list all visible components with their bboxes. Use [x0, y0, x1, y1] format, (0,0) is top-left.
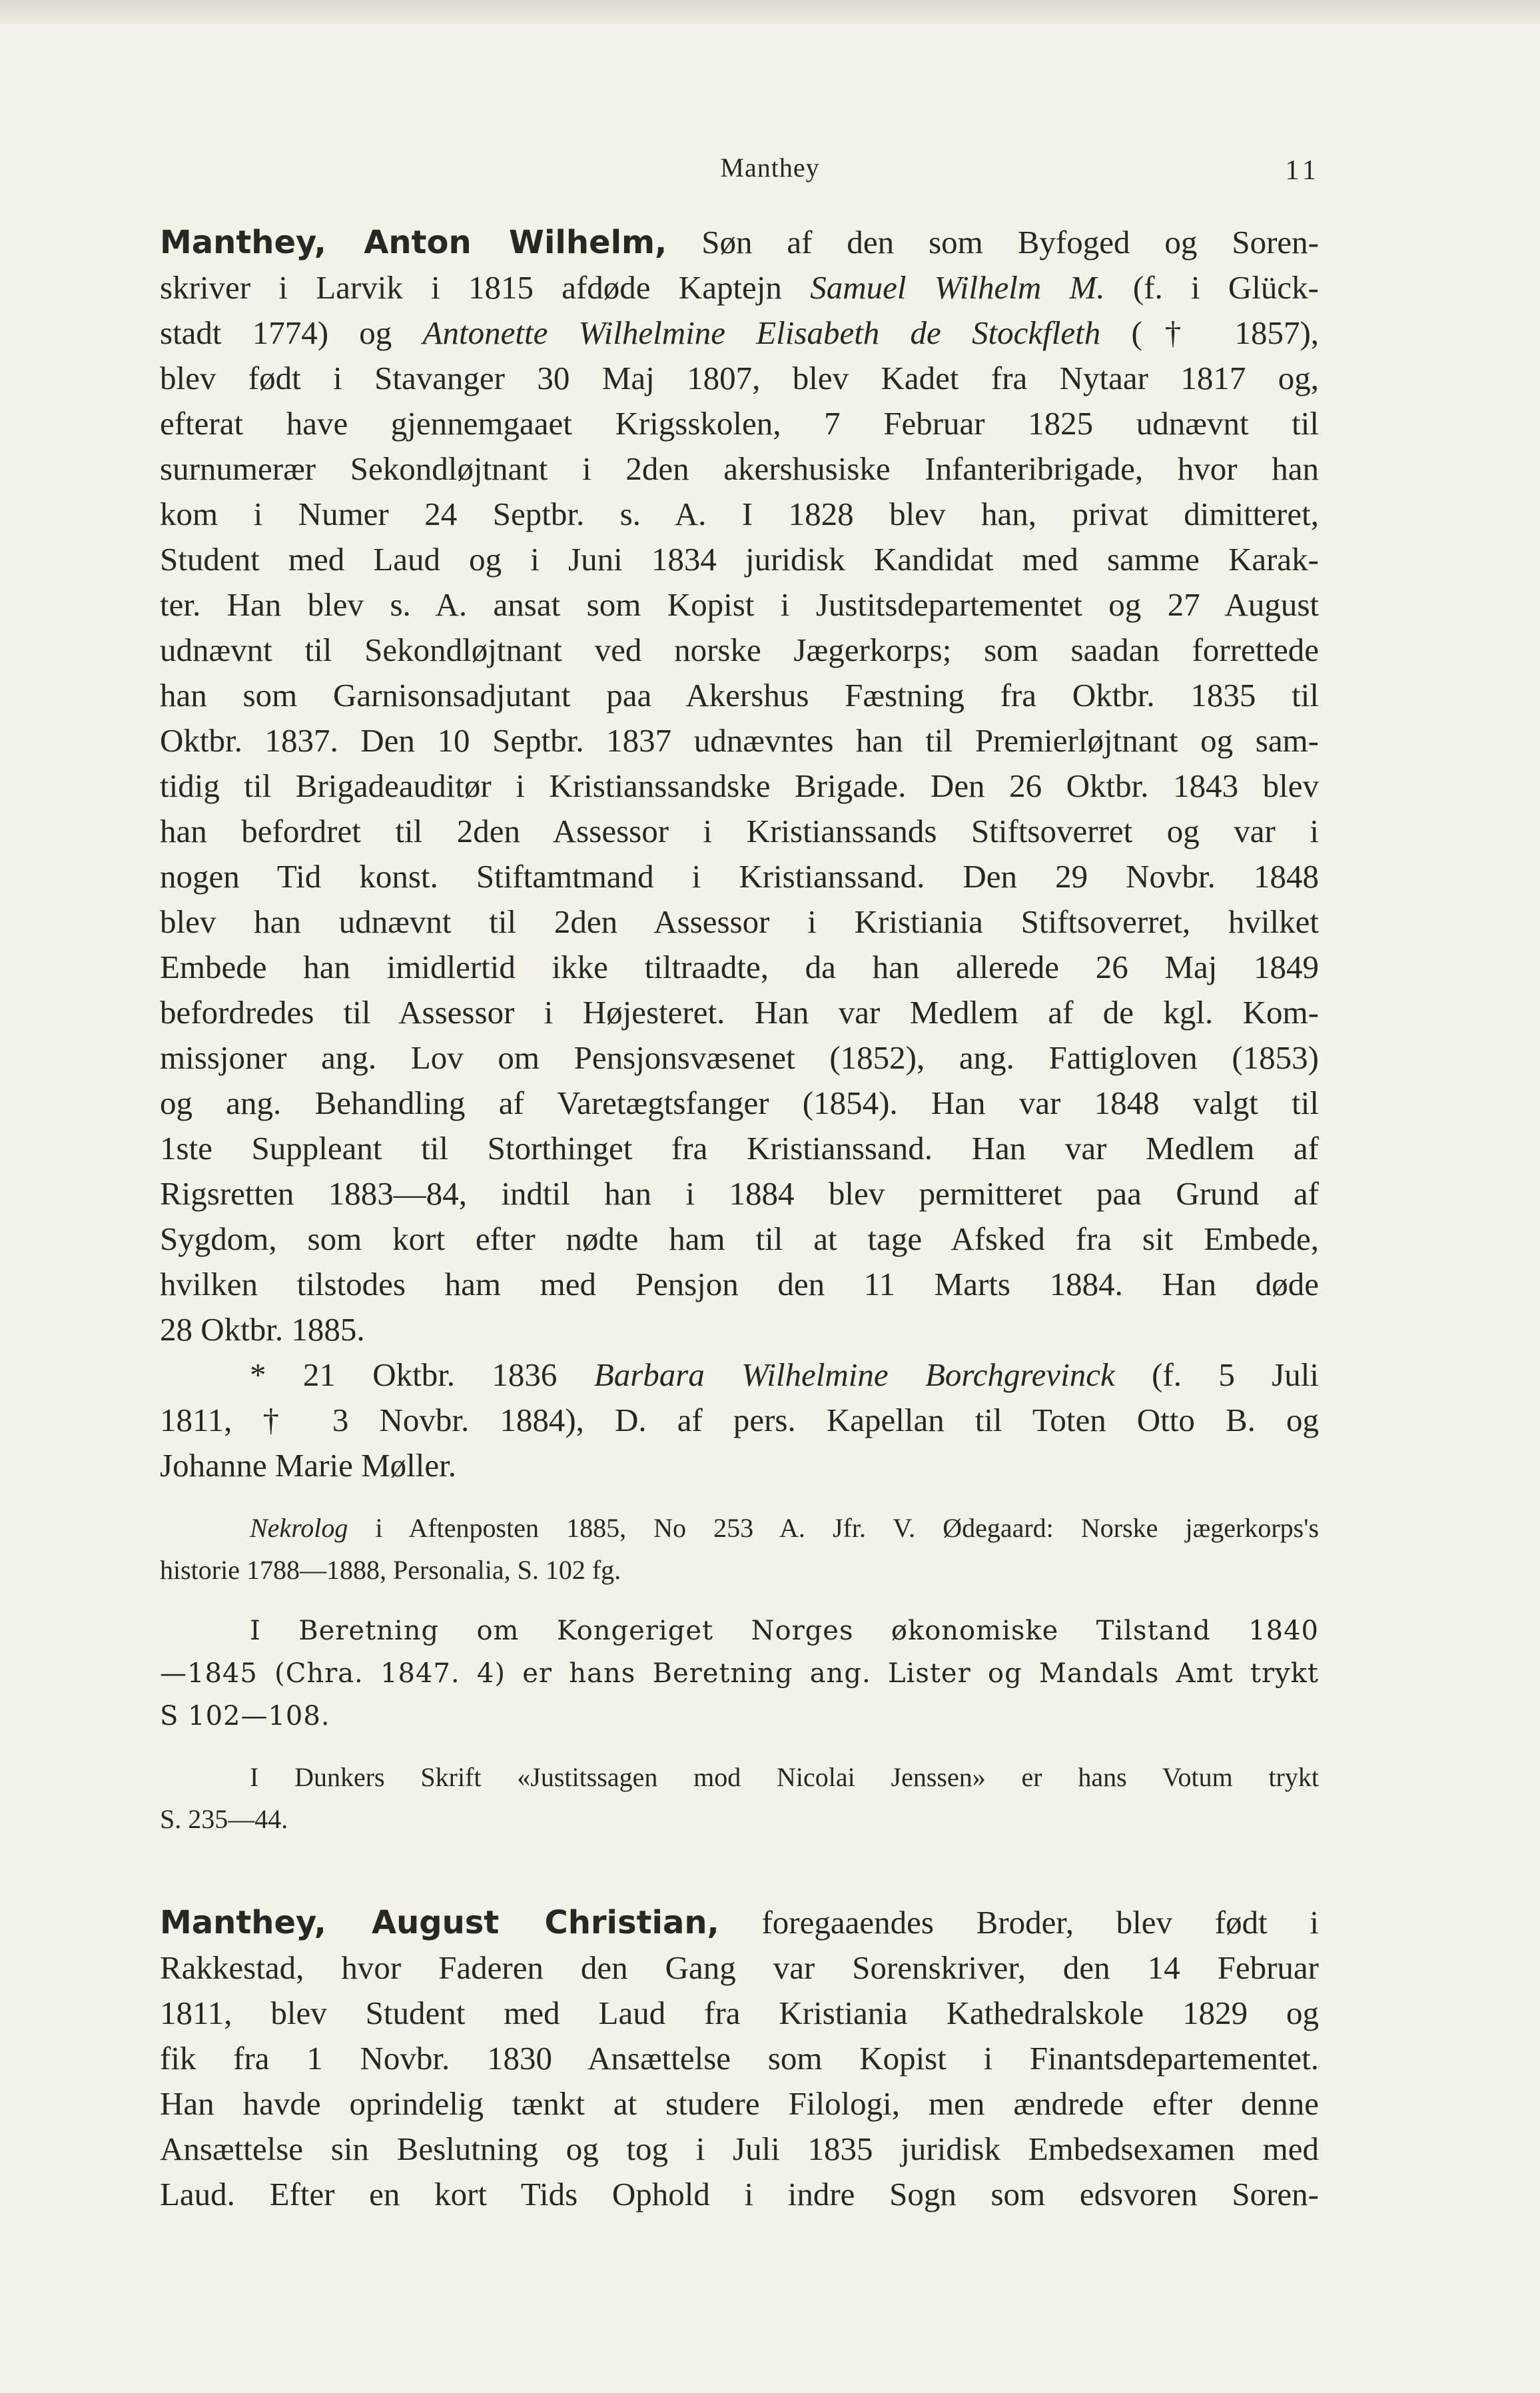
source-note: I Dunkers Skrift «Justitssagen mod Nicolai Jenssen» er hans Votum trykt — [250, 1762, 1319, 1792]
text-line: hvilken tilstodes ham med Pensjon den 11 Marts 1884. Han døde — [160, 1266, 1319, 1302]
text-line: befordredes til Assessor i Højesteret. Han var Medlem af de kgl. Kom- — [160, 994, 1319, 1031]
text-line: 28 Oktbr. 1885. — [160, 1311, 365, 1348]
text-line: Rakkestad, hvor Faderen den Gang var Sorenskriver, den 14 Februar — [160, 1949, 1319, 1986]
text-run: Søn af den som Byfoged og Soren- — [701, 224, 1319, 260]
person-name: Samuel Wilhelm M. — [810, 269, 1105, 306]
text-line: Student med Laud og i Juni 1834 juridisk Kandidat med samme Karak- — [160, 541, 1319, 578]
text-line: Ansættelse sin Beslutning og tog i Juli 1835 juridisk Embedsexamen med — [160, 2131, 1319, 2167]
text-run: stadt 1774) og — [160, 314, 392, 351]
text-line: Sygdom, som kort efter nødte ham til at tage Afsked fra sit Embede, — [160, 1220, 1319, 1257]
text-line: 1811, blev Student med Laud fra Kristiania Kathedralskole 1829 og — [160, 1995, 1319, 2031]
text-line: efterat have gjennemgaaet Krigsskolen, 7 Februar 1825 udnævnt til — [160, 405, 1319, 442]
text-line: Laud. Efter en kort Tids Ophold i indre Sogn som edsvoren Soren- — [160, 2176, 1319, 2212]
text-line: kom i Numer 24 Septbr. s. A. I 1828 blev han, privat dimitteret, — [160, 496, 1319, 532]
text-line — [160, 1352, 1319, 1398]
source-note: —1845 (Chra. 1847. 4) er hans Beretning ang. Lister og Mandals Amt trykt — [160, 1658, 1319, 1689]
text-line: blev han udnævnt til 2den Assessor i Kristiania Stiftsoverret, hvilket — [160, 903, 1319, 940]
text-run: i Aftenposten 1885, No 253 A. Jfr. V. Ødegaard: Norske jægerkorps's — [375, 1513, 1320, 1543]
text-line: missjoner ang. Lov om Pensjonsvæsenet (1852), ang. Fattigloven (1853) — [160, 1039, 1319, 1076]
text-line: og ang. Behandling af Varetægtsfanger (1854). Han var 1848 valgt til — [160, 1085, 1319, 1121]
source-note — [160, 1507, 1319, 1549]
text-line — [160, 1900, 1319, 1945]
source-note: I Beretning om Kongeriget Norges økonomiske Tilstand 1840 — [250, 1616, 1319, 1646]
running-head: Manthey — [720, 153, 820, 183]
article-body — [160, 220, 1319, 2217]
text-line: 1ste Suppleant til Storthinget fra Kristianssand. Han var Medlem af — [160, 1130, 1319, 1167]
text-line — [160, 265, 1319, 310]
source-label: Nekrolog — [250, 1513, 348, 1543]
page-number: 11 — [1285, 155, 1320, 186]
entry-anton — [160, 220, 1319, 1840]
text-line: blev født i Stavanger 30 Maj 1807, blev Kadet fra Nytaar 1817 og, — [160, 360, 1319, 396]
text-line: tidig til Brigadeauditør i Kristianssandske Brigade. Den 26 Oktbr. 1843 blev — [160, 767, 1319, 804]
source-note: S. 235—44. — [160, 1804, 288, 1834]
text-line: Han havde oprindelig tænkt at studere Filologi, men ændrede efter denne — [160, 2085, 1319, 2122]
text-run: (f. 5 Juli — [1152, 1356, 1320, 1393]
person-name: Antonette Wilhelmine Elisabeth de Stockfleth — [422, 314, 1101, 351]
entry-august — [160, 1900, 1319, 2217]
text-run: (f. i Glück- — [1132, 269, 1319, 306]
text-run: * 21 Oktbr. 1836 — [250, 1356, 558, 1393]
text-run: skriver i Larvik i 1815 afdøde Kaptejn — [160, 269, 782, 306]
text-line: 1811, † 3 Novbr. 1884), D. af pers. Kapellan til Toten Otto B. og — [160, 1402, 1319, 1438]
text-line: Johanne Marie Møller. — [160, 1447, 456, 1484]
entry-heading: Manthey, August Christian, — [160, 1904, 719, 1941]
text-run: († 1857), — [1131, 314, 1320, 351]
source-note: historie 1788—1888, Personalia, S. 102 fg. — [160, 1555, 621, 1585]
text-line: Oktbr. 1837. Den 10 Septbr. 1837 udnævntes han til Premierløjtnant og sam- — [160, 722, 1319, 759]
text-line: nogen Tid konst. Stiftamtmand i Kristianssand. Den 29 Novbr. 1848 — [160, 858, 1319, 895]
top-edge — [0, 0, 1540, 24]
text-line: han som Garnisonsadjutant paa Akershus Fæstning fra Oktbr. 1835 til — [160, 677, 1319, 714]
person-name: Barbara Wilhelmine Borchgrevinck — [593, 1356, 1115, 1393]
text-line: fik fra 1 Novbr. 1830 Ansættelse som Kopist i Finantsdepartementet. — [160, 2040, 1319, 2077]
entry-heading: Manthey, Anton Wilhelm, — [160, 224, 667, 261]
text-line: Embede han imidlertid ikke tiltraadte, da han allerede 26 Maj 1849 — [160, 949, 1319, 985]
source-note: S 102—108. — [160, 1701, 330, 1731]
text-line: ter. Han blev s. A. ansat som Kopist i Justitsdepartementet og 27 August — [160, 586, 1319, 623]
text-line: Rigsretten 1883—84, indtil han i 1884 blev permitteret paa Grund af — [160, 1175, 1319, 1212]
text-line — [160, 310, 1319, 356]
text-line: udnævnt til Sekondløjtnant ved norske Jægerkorps; som saadan forrettede — [160, 632, 1319, 668]
text-line — [160, 220, 1319, 265]
text-line: han befordret til 2den Assessor i Kristianssands Stiftsoverret og var i — [160, 813, 1319, 849]
text-line: surnumerær Sekondløjtnant i 2den akershusiske Infanteribrigade, hvor han — [160, 450, 1319, 487]
text-run: foregaaendes Broder, blev født i — [761, 1904, 1319, 1941]
